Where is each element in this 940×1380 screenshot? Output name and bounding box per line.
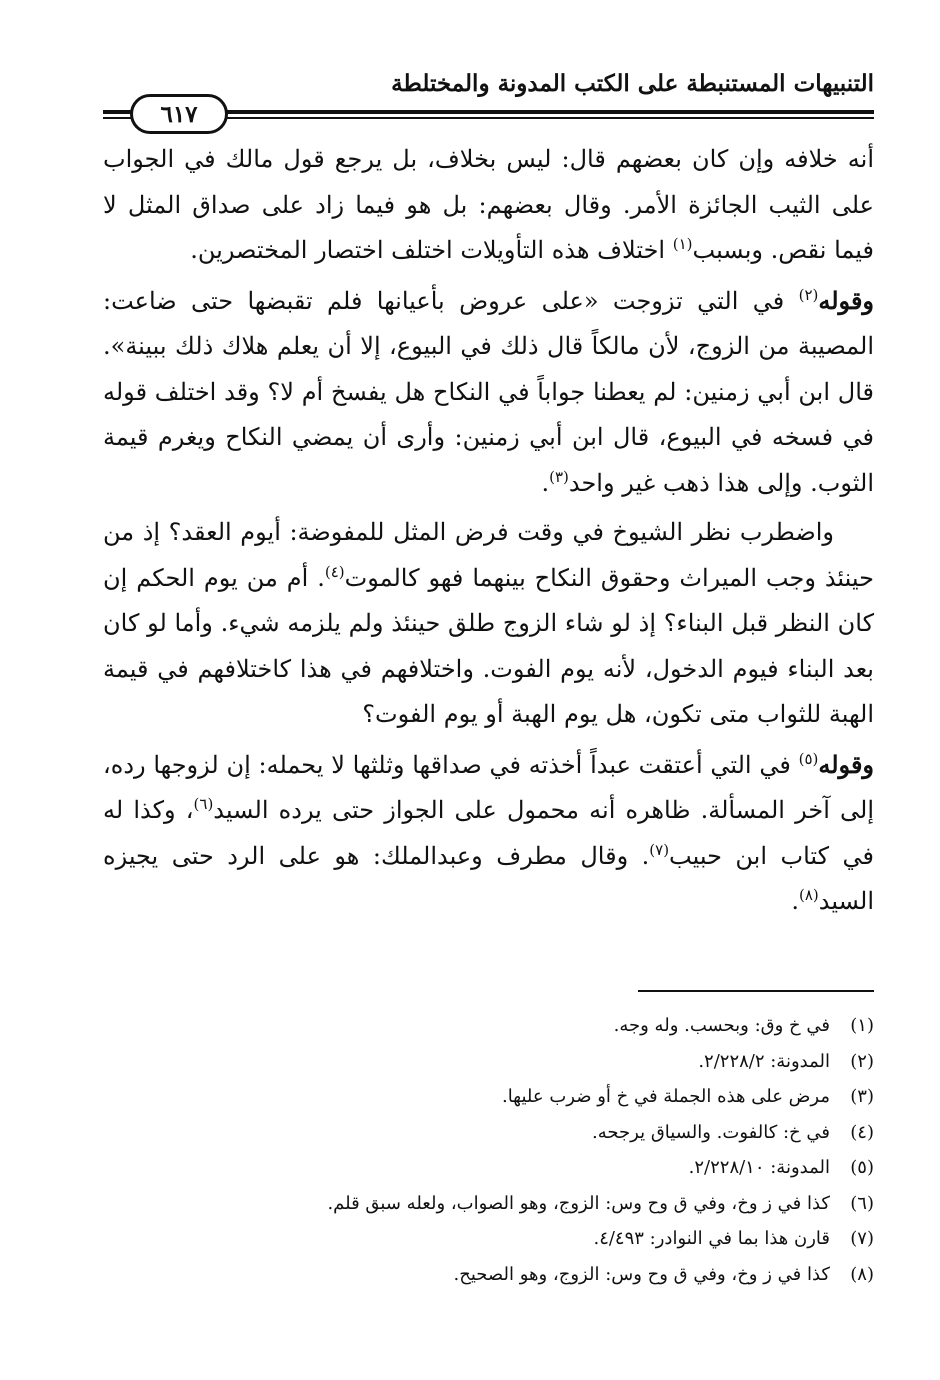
footnote-ref-8: (٨) — [798, 886, 819, 904]
paragraph-4-text-2: ، وكذا له في كتاب ابن حبيب — [103, 796, 875, 870]
footnote-number: (١) — [850, 1015, 874, 1036]
footnote-ref-3: (٣) — [549, 467, 569, 486]
paragraph-2-lead: وقوله — [818, 285, 874, 315]
footnote — [103, 1257, 874, 1293]
page-number: ٦١٧ — [160, 100, 198, 128]
paragraph-1 — [103, 137, 874, 274]
paragraph-2-text-2: . — [541, 468, 550, 497]
paragraph-1-text-2: اختلاف هذه التأويلات اختلف اختصار المختصرين. — [190, 236, 673, 264]
body-text — [103, 137, 874, 925]
footnote-text: مرض على هذه الجملة في خ أو ضرب عليها. — [501, 1086, 830, 1107]
footnote-number: (٧) — [850, 1228, 874, 1249]
footnote-text: في خ وق: وبحسب. وله وجه. — [613, 1015, 830, 1036]
footnote — [103, 1150, 874, 1186]
paragraph-4-lead: وقوله — [818, 749, 874, 779]
footnote-text: في خ: كالفوت. والسياق يرجحه. — [592, 1121, 830, 1143]
paragraph-4 — [103, 742, 874, 925]
footnote-ref-1: (١) — [672, 235, 693, 253]
paragraph-4-text-1: في التي أعتقت عبداً أخذته في صداقها وثلثها لا يحمله: إن لزوجها رده، إلى آخر المسألة. ظاهره أنه محمول على الجواز حتى يرده السيد — [103, 750, 874, 824]
paragraph-4-text-3: . وقال مطرف وعبدالملك: هو على الرد حتى يجيزه السيد — [103, 841, 874, 915]
footnote-text: كذا في ز وخ، وفي ق وح وس: الزوج، وهو الصواب، ولعله سبق قلم. — [327, 1192, 830, 1214]
footnote-number: (٢) — [850, 1050, 874, 1072]
footnote — [103, 1008, 874, 1044]
footnote-ref-7: (٧) — [649, 840, 670, 859]
footnote-number: (٨) — [850, 1263, 874, 1285]
footnote — [103, 1044, 874, 1080]
footnote — [103, 1115, 874, 1151]
footnote — [103, 1221, 874, 1257]
footnote-text: المدونة: ٢/٢٢٨/٢. — [698, 1050, 830, 1072]
paragraph-3 — [103, 510, 874, 738]
footnote-ref-4: (٤) — [324, 562, 345, 581]
footnote-ref-2: (٢) — [798, 285, 819, 304]
paragraph-2 — [103, 278, 874, 507]
footnote-number: (٣) — [850, 1086, 874, 1107]
footnote — [103, 1079, 874, 1115]
paragraph-4-text-4: . — [791, 887, 799, 915]
paragraph-2-text-1: في التي تزوجت «على عروض بأعيانها فلم تقبضها حتى ضاعت: المصيبة من الزوج، لأن مالكاً قال ذلك في البيوع، إلا أن يعلم هلاك ذلك ببينة». قال ابن أبي زمنين: لم يعطنا جواباً في النكاح هل يفسخ أم لا؟ وقد اختلف قوله في فسخه في البيوع، قال ابن أبي زمنين: وأرى أن يمضي النكاح ويغرم قيمة الثوب. وإلى هذا ذهب غير واحد — [103, 286, 874, 497]
running-title: التنبيهات المستنبطة على الكتب المدونة والمختلطة — [391, 70, 874, 97]
footnote-number: (٦) — [850, 1192, 874, 1214]
footnote-ref-5: (٥) — [798, 749, 819, 768]
footnote-separator — [638, 990, 874, 992]
footnote-text: المدونة: ٢/٢٢٨/١٠. — [688, 1157, 830, 1178]
footnote-ref-6: (٦) — [193, 795, 214, 813]
footnote — [103, 1186, 874, 1222]
paragraph-3-text-1: واضطرب نظر الشيوخ في وقت فرض المثل للمفوضة: أيوم العقد؟ إذ من حينئذ وجب الميراث وحقوق النكاح بينهما فهو كالموت — [103, 518, 874, 592]
footnotes — [103, 1008, 874, 1292]
footnote-number: (٥) — [850, 1157, 874, 1178]
footnote-text: قارن هذا بما في النوادر: ٤/٤٩٣. — [593, 1228, 830, 1249]
paragraph-3-text-2: . أم من يوم الحكم إن كان النظر قبل البناء؟ إذ لو شاء الزوج طلق حينئذ ولم يلزمه شيء. وأما لو كان بعد البناء فيوم الدخول، لأنه يوم الفوت. واختلافهم في هذا كاختلافهم في قيمة الهبة للثواب متى تكون، هل يوم الهبة أو يوم الفوت؟ — [103, 563, 874, 728]
paragraph-1-text-1: أنه خلافه وإن كان بعضهم قال: ليس بخلاف، بل يرجع قول مالك في الجواب على الثيب الجائزة الأمر. وقال بعضهم: بل هو فيما زاد على صداق المثل لا فيما نقص. وبسبب — [103, 145, 874, 264]
footnote-number: (٤) — [850, 1121, 874, 1143]
page-number-badge — [130, 94, 228, 134]
footnote-text: كذا في ز وخ، وفي ق وح وس: الزوج، وهو الصحيح. — [453, 1263, 830, 1285]
